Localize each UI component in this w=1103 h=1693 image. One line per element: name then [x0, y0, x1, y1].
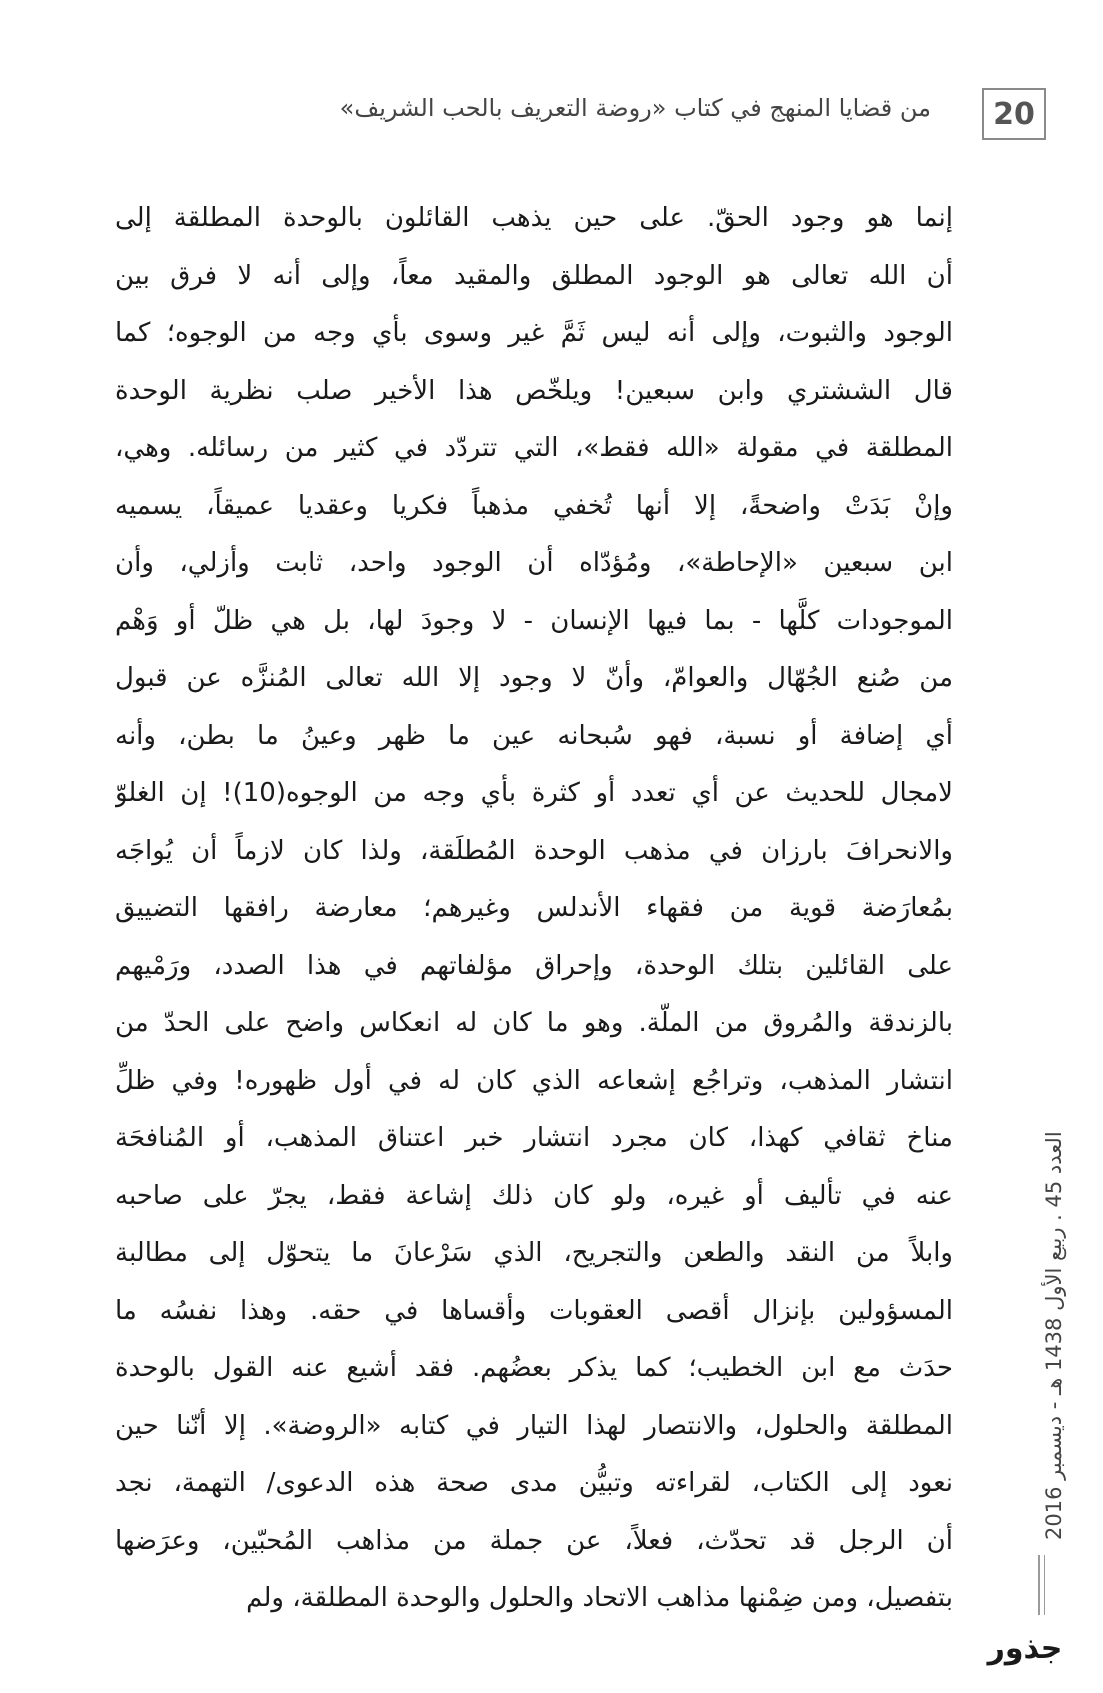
text-line: بالزندقة والمُروق من الملّة. وهو ما كان له انعكاس واضح على الحدّ من — [115, 1008, 953, 1038]
journal-logo: جذور — [987, 1630, 1063, 1666]
text-line: والانحرافَ بارزان في مذهب الوحدة المُطلَقة، ولذا كان لازماً أن يُواجَه — [115, 835, 953, 866]
body-text — [115, 190, 953, 1670]
page-number: 20 — [982, 88, 1046, 140]
text-line: المطلقة في مقولة «الله فقط»، التي تتردّد في كثير من رسائله. وهي، — [115, 433, 953, 463]
text-line: المطلقة والحلول، والانتصار لهذا التيار في كتابه «الروضة». إلا أنّنا حين — [115, 1410, 953, 1441]
text-line: على القائلين بتلك الوحدة، وإحراق مؤلفاتهم في هذا الصدد، ورَمْيهم — [115, 950, 953, 981]
text-line: وإنْ بَدَتْ واضحةً، إلا أنها تُخفي مذهباً فكريا وعقديا عميقاً، يسميه — [115, 490, 953, 521]
issue-info: العدد 45 . ربيع الأول 1438 هـ - ديسمبر 2016 — [1042, 1131, 1066, 1540]
margin-rule — [1038, 1555, 1040, 1615]
margin-rule — [1044, 1555, 1045, 1615]
text-line: لامجال للحديث عن أي تعدد أو كثرة بأي وجه من الوجوه(10)! إن الغلوّ — [115, 778, 953, 808]
text-line: إنما هو وجود الحقّ. على حين يذهب القائلون بالوحدة المطلقة إلى — [115, 203, 953, 233]
text-line: عنه في تأليف أو غيره، ولو كان ذلك إشاعة فقط، يجرّ على صاحبه — [115, 1180, 953, 1211]
text-line: قال الششتري وابن سبعين! ويلخّص هذا الأخير صلب نظرية الوحدة — [115, 375, 953, 406]
text-line: حدَث مع ابن الخطيب؛ كما يذكر بعضُهم. فقد أشيع عنه القول بالوحدة — [115, 1353, 953, 1383]
text-line: أن الرجل قد تحدّث، فعلاً، عن جملة من مذاهب المُحبّين، وعرَضها — [115, 1525, 953, 1556]
text-line: أن الله تعالى هو الوجود المطلق والمقيد معاً، وإلى أنه لا فرق بين — [115, 260, 953, 291]
text-line: نعود إلى الكتاب، لقراءته وتبيُّن مدى صحة هذه الدعوى/ التهمة، نجد — [115, 1468, 953, 1498]
text-line: من صُنع الجُهّال والعوامّ، وأنّ لا وجود إلا الله تعالى المُنزَّه عن قبول — [115, 663, 953, 693]
text-line: الموجودات كلَّها - بما فيها الإنسان - لا وجودَ لها، بل هي ظلّ أو وَهْم — [115, 605, 953, 636]
text-line: وابلاً من النقد والطعن والتجريح، الذي سَرْعانَ ما يتحوّل إلى مطالبة — [115, 1238, 953, 1268]
text-line: بتفصيل، ومن ضِمْنها مذاهب الاتحاد والحلول والوحدة المطلقة، ولم — [246, 1583, 953, 1613]
text-line: ابن سبعين «الإحاطة»، ومُؤدّاه أن الوجود واحد، ثابت وأزلي، وأن — [115, 548, 953, 578]
running-header-title: من قضايا المنهج في كتاب «روضة التعريف بالحب الشريف» — [339, 94, 931, 122]
text-line: مناخ ثقافي كهذا، كان مجرد انتشار خبر اعتناق المذهب، أو المُنافحَة — [115, 1123, 953, 1153]
text-line: بمُعارَضة قوية من فقهاء الأندلس وغيرهم؛ معارضة رافقها التضييق — [115, 893, 953, 923]
text-line: المسؤولين بإنزال أقصى العقوبات وأقساها في حقه. وهذا نفسُه ما — [115, 1295, 953, 1326]
text-line: أي إضافة أو نسبة، فهو سُبحانه عين ما ظهر وعينُ ما بطن، وأنه — [115, 720, 953, 751]
text-line: انتشار المذهب، وتراجُع إشعاعه الذي كان له في أول ظهوره! وفي ظلِّ — [115, 1065, 953, 1096]
text-line: الوجود والثبوت، وإلى أنه ليس ثَمَّ غير وسوى بأي وجه من الوجوه؛ كما — [115, 318, 953, 348]
